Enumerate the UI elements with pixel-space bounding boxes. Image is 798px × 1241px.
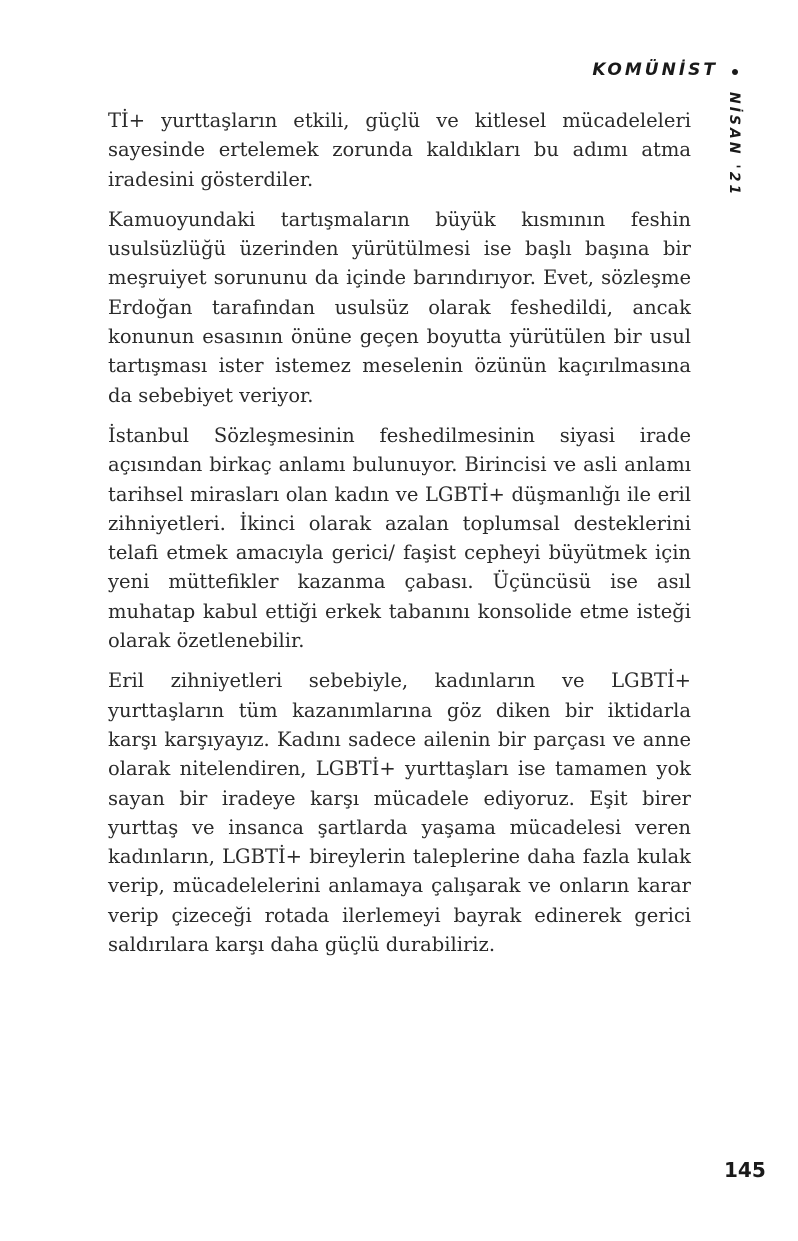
- page-number: 145: [724, 1158, 766, 1182]
- article-body: [108, 106, 691, 970]
- bullet-dot-icon: [732, 69, 738, 75]
- issue-date: NİSAN '21: [726, 92, 742, 198]
- paragraph: Tİ+ yurttaşların etkili, güçlü ve kitlesel mücadeleleri sayesinde ertelemek zorunda kaldıkları bu adımı atma iradesini gösterdiler.: [108, 109, 691, 191]
- paragraph: Kamuoyundaki tartışmaların büyük kısmının feshin usulsüzlüğü üzerinden yürütülmesi ise başlı başına bir meşruiyet sorununu da içinde barındırıyor. Evet, sözleşme Erdoğan tarafından usulsüz olarak feshedildi, ancak konunun esasının önüne geçen boyutta yürütülen bir usul tartışması ister istemez meselenin özünün kaçırılmasına da sebebiyet veriyor.: [108, 207, 691, 407]
- publication-title: KOMÜNİST: [592, 60, 718, 80]
- paragraph: İstanbul Sözleşmesinin feshedilmesinin siyasi irade açısından birkaç anlamı bulunuyor. Birincisi ve asli anlamı tarihsel mirasları olan kadın ve LGBTİ+ düşmanlığı ile eril zihniyetleri. İkinci olarak azalan toplumsal desteklerini telafi etmek amacıyla gerici/ faşist cepheyi büyütmek için yeni müttefikler kazanma çabası. Üçüncüsü ise asıl muhatap kabul ettiği erkek tabanını konsolide etme isteği olarak özetlenebilir.: [108, 423, 691, 653]
- paragraph: Eril zihniyetleri sebebiyle, kadınların ve LGBTİ+ yurttaşların tüm kazanımlarına göz diken bir iktidarla karşı karşıyayız. Kadını sadece ailenin bir parçası ve anne olarak nitelendiren, LGBTİ+ yurttaşları ise tamamen yok sayan bir iradeye karşı mücadele ediyoruz. Eşit birer yurttaş ve insanca şartlarda yaşama mücadelesi veren kadınların, LGBTİ+ bireylerin taleplerine daha fazla kulak verip, mücadelelerini anlamaya çalışarak ve onların karar verip çizeceği rotada ilerlemeyi bayrak edinerek gerici saldırılara karşı daha güçlü durabiliriz.: [108, 669, 691, 957]
